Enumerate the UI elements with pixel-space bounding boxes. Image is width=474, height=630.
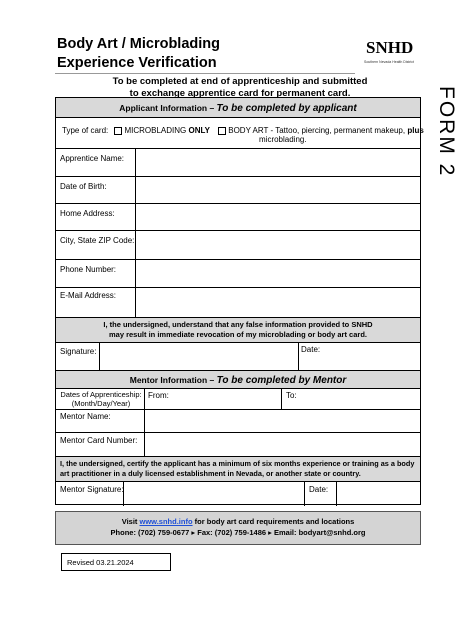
- city-state-zip-field[interactable]: [136, 231, 420, 259]
- applicant-section-header: [56, 98, 420, 118]
- footer-visit-prefix: Visit: [121, 517, 138, 526]
- dates-label-line1: Dates of Apprenticeship:: [60, 390, 142, 399]
- mentor-signature-field[interactable]: [124, 482, 304, 506]
- applicant-date-field[interactable]: [299, 343, 420, 370]
- attestation-line1: I, the undersigned, understand that any false information provided to SNHD: [103, 320, 373, 329]
- mentor-card-row: [56, 433, 420, 457]
- snhd-logo: [362, 30, 424, 76]
- mentor-card-field[interactable]: [145, 433, 420, 456]
- mentor-name-label: Mentor Name:: [60, 412, 111, 421]
- card-type-label: Type of card:: [62, 126, 109, 135]
- form-title-line2: Experience Verification: [57, 55, 217, 71]
- apprentice-name-row: [56, 149, 420, 177]
- title-divider: [55, 73, 355, 74]
- phone-row: [56, 260, 420, 288]
- applicant-header-prefix: Applicant Information –: [119, 103, 217, 113]
- applicant-date-label: Date:: [301, 345, 321, 354]
- form-instructions: [55, 76, 425, 99]
- mentor-certification: [56, 457, 420, 482]
- applicant-header-emph: To be completed by applicant: [216, 103, 357, 114]
- body-art-plus: plus: [407, 126, 424, 135]
- from-date-field[interactable]: [145, 389, 281, 409]
- applicant-signature-field[interactable]: [100, 343, 297, 370]
- form-number-label: FORM 2: [435, 86, 458, 178]
- applicant-signature-label: Signature:: [60, 347, 97, 356]
- body-art-checkbox[interactable]: [218, 127, 226, 135]
- microblading-option: MICROBLADING: [124, 126, 187, 135]
- certification-line2: art practitioner in a duly licensed establishment in Nevada, or another state or country.: [60, 469, 361, 478]
- mentor-signature-label: Mentor Signature:: [60, 485, 124, 494]
- footer-contact-line: Phone: (702) 759-0677 ▸ Fax: (702) 759-1486 ▸ Email: bodyart@snhd.org: [110, 528, 366, 537]
- from-label: From:: [148, 391, 169, 400]
- city-state-zip-label: City, State ZIP Code:: [60, 236, 135, 245]
- dob-row: [56, 177, 420, 204]
- mentor-section-header: [56, 371, 420, 389]
- revision-date: Revised 03.21.2024: [61, 553, 171, 571]
- mentor-date-field[interactable]: [337, 482, 420, 506]
- apprenticeship-dates-row: [56, 389, 420, 410]
- logo-tagline: Southern Nevada Health District: [364, 60, 414, 64]
- body-art-option-line2: microblading.: [259, 135, 307, 144]
- mentor-header-emph: To be completed by Mentor: [216, 375, 347, 386]
- dob-field[interactable]: [136, 177, 420, 203]
- mentor-card-label: Mentor Card Number:: [60, 436, 138, 445]
- phone-field[interactable]: [136, 260, 420, 287]
- mentor-date-label: Date:: [309, 485, 329, 494]
- apprentice-name-field[interactable]: [136, 149, 420, 176]
- mentor-header-prefix: Mentor Information –: [129, 375, 217, 385]
- form-title-line1: Body Art / Microblading: [57, 36, 220, 52]
- to-label: To:: [286, 391, 297, 400]
- mentor-name-row: [56, 410, 420, 433]
- phone-label: Phone Number:: [60, 265, 117, 274]
- to-date-field[interactable]: [282, 389, 420, 409]
- city-state-zip-row: [56, 231, 420, 260]
- dob-label: Date of Birth:: [60, 182, 107, 191]
- instructions-line2: to exchange apprentice card for permanent card.: [129, 87, 351, 99]
- email-field[interactable]: [136, 288, 420, 317]
- applicant-signature-row: [56, 343, 420, 371]
- footer-visit-suffix: for body art card requirements and locations: [194, 517, 355, 526]
- microblading-checkbox[interactable]: [114, 127, 122, 135]
- verification-form: [55, 97, 424, 505]
- body-art-option: BODY ART - Tattoo, piercing, permanent makeup,: [228, 126, 406, 135]
- apprentice-name-label: Apprentice Name:: [60, 154, 125, 163]
- applicant-attestation: [56, 318, 420, 343]
- microblading-only: ONLY: [188, 126, 211, 135]
- attestation-line2: may result in immediate revocation of my microblading or body art card.: [109, 330, 367, 339]
- footer-visit-line: [56, 516, 420, 527]
- contact-footer: [55, 511, 421, 545]
- card-type-row: [56, 118, 424, 149]
- email-row: [56, 288, 420, 318]
- certification-line1: I, the undersigned, certify the applicant has a minimum of six months experience or training as a body: [60, 459, 415, 468]
- dates-label-line2: (Month/Day/Year): [71, 399, 131, 408]
- home-address-field[interactable]: [136, 204, 420, 230]
- email-label: E-Mail Address:: [60, 291, 117, 300]
- home-address-row: [56, 204, 420, 231]
- home-address-label: Home Address:: [60, 209, 115, 218]
- mentor-name-field[interactable]: [145, 410, 420, 432]
- logo-wordmark: SNHD: [366, 38, 414, 57]
- mentor-signature-row: [56, 482, 420, 506]
- instructions-line1: To be completed at end of apprenticeship and submitted: [112, 76, 368, 87]
- snhd-website-link[interactable]: www.snhd.info: [139, 517, 193, 526]
